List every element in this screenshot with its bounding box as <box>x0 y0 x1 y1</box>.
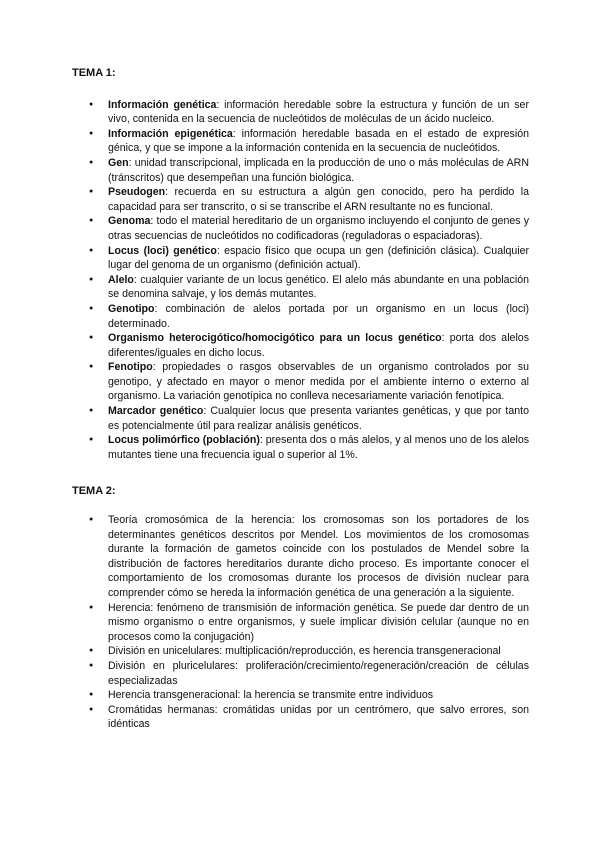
term: Información genética <box>108 98 217 111</box>
list-item <box>108 273 529 302</box>
definition: : propiedades o rasgos observables de un organismo controlados por su genotipo, y afectado en mayor o menor medida por el ambiente interno o externo al organismo. La variación genotípica no conlleva necesariamente variación fenotípica. <box>108 361 529 403</box>
term: Pseudogen <box>108 186 166 199</box>
definition: : información heredable sobre la estructura y función de un ser vivo, contenida en la secuencia de nucleótidos de moléculas de un ácido nucleico. <box>108 98 529 126</box>
list-item: ● Cromátidas hermanas: cromátidas unidas por un centrómero, que salvo errores, son idénticas <box>108 703 529 732</box>
list-item <box>108 156 529 185</box>
term: Fenotipo <box>108 361 153 374</box>
term: Marcador genético <box>108 405 204 418</box>
section-title-tema-2: TEMA 2: <box>72 485 116 498</box>
section-title-tema-1: TEMA 1: <box>72 67 116 79</box>
list-item <box>108 360 529 404</box>
list-item <box>108 214 529 243</box>
list-item <box>108 302 529 331</box>
term: Genoma <box>108 215 151 228</box>
list-item <box>108 244 529 273</box>
term: Información epigenética <box>108 127 233 140</box>
definition: : Cualquier locus que presenta variantes genéticas, y que por tanto es potencialmente útil para realizar análisis genéticos. <box>108 405 529 432</box>
list-item <box>108 185 529 214</box>
list-item: ● División en unicelulares: multiplicación/reproducción, es herencia transgeneracional <box>108 644 529 659</box>
list-item <box>108 404 529 433</box>
term: Locus (loci) genético <box>108 244 217 257</box>
list-item: ● Teoría cromosómica de la herencia: los cromosomas son los portadores de los determinantes genéticos descritos por Mendel. Los movimientos de los cromosomas durante la formación de gametos coincide con los postulados de Mendel sobre la distribución de factores hereditarios durante dicho proceso. Es importante conocer el comportamiento de los cromosomas durante los procesos de división nuclear para comprender cómo se hereda la información genética de una generación a la siguiente. <box>108 513 529 601</box>
term: Organismo heterocigótico/homocigótico para un locus genético <box>108 332 442 345</box>
definition: : presenta dos o más alelos, y al menos uno de los alelos mutantes tiene una frecuencia igual o superior al 1%. <box>108 434 530 461</box>
term: Genotipo <box>108 302 155 315</box>
list-item: ● División en pluricelulares: proliferación/crecimiento/regeneración/creación de células especializadas <box>108 659 529 688</box>
definition: : todo el material hereditario de un organismo incluyendo el conjunto de genes y otras secuencias de nucleótidos no codificadoras (reguladoras o espaciadoras). <box>108 215 529 242</box>
list-item <box>108 98 529 127</box>
list-item: ● Herencia transgeneracional: la herencia se transmite entre individuos <box>108 688 529 703</box>
list-item: ● Herencia: fenómeno de transmisión de información genética. Se puede dar dentro de un mismo organismo o entre organismos, y suele implicar división celular (aunque no en procesos como la conjugación) <box>108 601 529 645</box>
term: Locus polimórfico (población) <box>108 434 260 447</box>
definition: : información heredable basada en el estado de expresión génica, y que se impone a la información contenida en la secuencia de nucleótidos. <box>108 127 529 155</box>
definition: : porta dos alelos diferentes/iguales en dicho locus. <box>108 332 529 359</box>
definition: : unidad transcripcional, implicada en la producción de uno o más moléculas de ARN (tránscritos) que desempeñan una función biológica. <box>108 156 529 184</box>
definition: : combinación de alelos portada por un organismo en un locus (loci) determinado. <box>108 302 529 330</box>
list-item <box>108 127 529 156</box>
list-item <box>108 331 529 360</box>
tema-1-list <box>72 98 529 463</box>
tema-2-list <box>72 513 529 732</box>
list-item <box>108 433 529 462</box>
definition: : espacio físico que ocupa un gen (definición clásica). Cualquier lugar del genoma de un organismo (definición actual). <box>108 244 529 272</box>
term: Gen <box>108 156 129 169</box>
term: Alelo <box>108 273 134 286</box>
definition: : cualquier variante de un locus genético. El alelo más abundante en una población se denomina salvaje, y los demás mutantes. <box>108 273 529 301</box>
definition: : recuerda en su estructura a algún gen conocido, pero ha perdido la capacidad para ser transcrito, o si se transcribe el ARN resultante no es funcional. <box>108 186 529 213</box>
